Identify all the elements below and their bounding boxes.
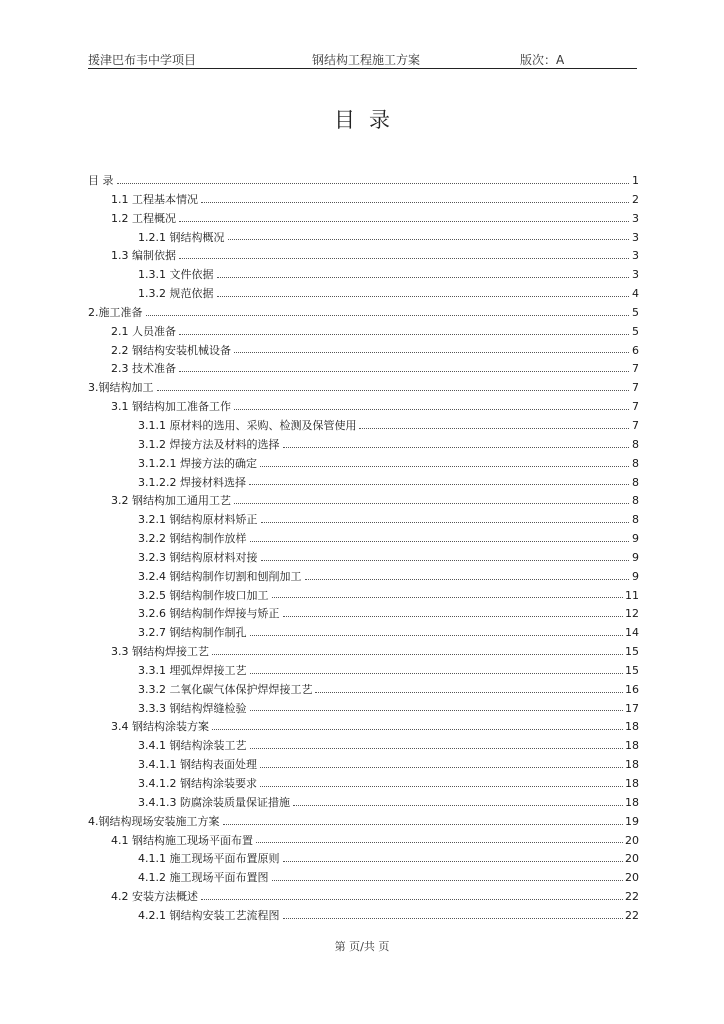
toc-entry[interactable] <box>88 474 639 493</box>
toc-entry[interactable] <box>88 191 639 210</box>
toc-entry-label: 1.2 工程概况 <box>111 211 176 225</box>
toc-entry[interactable] <box>88 210 639 229</box>
toc-entry-page-number: 5 <box>632 305 639 319</box>
toc-entry-label: 3.3.2 二氧化碳气体保护焊焊接工艺 <box>138 682 313 696</box>
toc-entry-page-number: 14 <box>625 626 639 640</box>
toc-entry[interactable] <box>88 794 639 813</box>
toc-entry-page-number: 4 <box>632 287 639 301</box>
toc-entry-page-number: 9 <box>632 550 639 564</box>
toc-entry-label: 3.4.1.1 钢结构表面处理 <box>138 758 257 772</box>
toc-leader-dots <box>272 880 624 881</box>
toc-entry-page-number: 7 <box>632 381 639 395</box>
toc-entry-page-number: 9 <box>632 532 639 546</box>
header-revision: 版次：A <box>520 53 565 67</box>
toc-entry-page-number: 7 <box>632 400 639 414</box>
toc-entry-label: 1.2.1 钢结构概况 <box>138 230 225 244</box>
toc-entry[interactable] <box>88 511 639 530</box>
toc-leader-dots <box>146 315 630 316</box>
toc-entry[interactable] <box>88 907 639 926</box>
toc-entry-label: 4.2.1 钢结构安装工艺流程图 <box>138 908 280 922</box>
toc-entry-page-number: 8 <box>632 475 639 489</box>
toc-entry[interactable] <box>88 417 639 436</box>
toc-entry[interactable] <box>88 832 639 851</box>
toc-entry-page-number: 8 <box>632 494 639 508</box>
toc-entry-label: 3.钢结构加工 <box>88 381 154 395</box>
toc-entry-page-number: 7 <box>632 362 639 376</box>
toc-entry-page-number: 7 <box>632 418 639 432</box>
toc-entry-page-number: 18 <box>625 758 639 772</box>
toc-entry-page-number: 8 <box>632 437 639 451</box>
toc-leader-dots <box>261 560 630 561</box>
toc-entry-label: 3.1.2 焊接方法及材料的选择 <box>138 437 280 451</box>
toc-entry[interactable] <box>88 360 639 379</box>
toc-entry[interactable] <box>88 869 639 888</box>
toc-leader-dots <box>250 541 630 542</box>
toc-leader-dots <box>179 371 629 372</box>
toc-entry[interactable] <box>88 172 639 191</box>
toc-leader-dots <box>260 786 623 787</box>
toc-leader-dots <box>234 409 629 410</box>
toc-entry-label: 1.3 编制依据 <box>111 249 176 263</box>
toc-leader-dots <box>260 466 629 467</box>
toc-leader-dots <box>217 296 630 297</box>
toc-entry-label: 3.1.1 原材料的选用、采购、检测及保管使用 <box>138 418 357 432</box>
toc-entry-page-number: 3 <box>632 211 639 225</box>
toc-entry[interactable] <box>88 342 639 361</box>
toc-entry-label: 目 录 <box>88 174 114 187</box>
toc-entry[interactable] <box>88 737 639 756</box>
toc-entry-label: 4.1.2 施工现场平面布置图 <box>138 871 269 885</box>
toc-entry[interactable] <box>88 436 639 455</box>
toc-leader-dots <box>201 202 629 203</box>
toc-entry[interactable] <box>88 624 639 643</box>
toc-entry-label: 3.2.2 钢结构制作放样 <box>138 532 247 546</box>
toc-entry-label: 3.2.5 钢结构制作坡口加工 <box>138 588 269 602</box>
toc-entry[interactable] <box>88 455 639 474</box>
toc-leader-dots <box>250 748 624 749</box>
toc-entry-page-number: 8 <box>632 513 639 527</box>
toc-entry-label: 3.3.1 埋弧焊焊接工艺 <box>138 663 247 677</box>
toc-entry[interactable] <box>88 323 639 342</box>
toc-leader-dots <box>260 767 623 768</box>
toc-leader-dots <box>179 221 629 222</box>
toc-entry-label: 1.3.1 文件依据 <box>138 268 214 282</box>
toc-entry-label: 3.3 钢结构焊接工艺 <box>111 645 209 659</box>
toc-leader-dots <box>201 899 623 900</box>
toc-leader-dots <box>293 805 623 806</box>
toc-entry-label: 3.2.7 钢结构制作制孔 <box>138 626 247 640</box>
toc-entry-page-number: 18 <box>625 795 639 809</box>
toc-entry-page-number: 16 <box>625 682 639 696</box>
toc-leader-dots <box>283 447 630 448</box>
toc-entry-label: 3.4.1 钢结构涂装工艺 <box>138 739 247 753</box>
toc-entry-label: 1.3.2 规范依据 <box>138 287 214 301</box>
toc-entry-page-number: 15 <box>625 663 639 677</box>
toc-entry-label: 3.4.1.3 防腐涂装质量保证措施 <box>138 795 290 809</box>
toc-leader-dots <box>283 616 624 617</box>
toc-entry[interactable] <box>88 379 639 398</box>
toc-entry-page-number: 22 <box>625 908 639 922</box>
toc-entry[interactable] <box>88 587 639 606</box>
toc-entry-page-number: 3 <box>632 268 639 282</box>
toc-entry-page-number: 11 <box>625 588 639 602</box>
page-title: 目录 <box>334 108 404 132</box>
toc-leader-dots <box>261 522 630 523</box>
toc-entry[interactable] <box>88 813 639 832</box>
toc-entry-page-number: 1 <box>632 174 639 187</box>
toc-entry[interactable] <box>88 266 639 285</box>
toc-entry[interactable] <box>88 492 639 511</box>
toc-leader-dots <box>256 842 623 843</box>
toc-entry-label: 3.3.3 钢结构焊缝检验 <box>138 701 247 715</box>
toc-entry[interactable] <box>88 285 639 304</box>
toc-entry-label: 4.2 安装方法概述 <box>111 890 198 904</box>
toc-entry-page-number: 6 <box>632 343 639 357</box>
toc-entry-page-number: 20 <box>625 871 639 885</box>
toc-entry[interactable] <box>88 850 639 869</box>
toc-entry-label: 3.1.2.1 焊接方法的确定 <box>138 456 257 470</box>
toc-leader-dots <box>223 824 624 825</box>
toc-leader-dots <box>212 654 623 655</box>
toc-entry-page-number: 12 <box>625 607 639 621</box>
toc-leader-dots <box>117 183 630 184</box>
toc-entry-page-number: 18 <box>625 739 639 753</box>
toc-entry-label: 3.4 钢结构涂装方案 <box>111 720 209 734</box>
toc-leader-dots <box>217 277 630 278</box>
toc-leader-dots <box>283 861 624 862</box>
toc-entry-page-number: 20 <box>625 833 639 847</box>
toc-entry[interactable] <box>88 888 639 907</box>
toc-entry[interactable] <box>88 681 639 700</box>
toc-leader-dots <box>212 729 623 730</box>
page-footer: 第 页/共 页 <box>334 940 390 953</box>
toc-leader-dots <box>359 428 629 429</box>
toc-entry-page-number: 22 <box>625 890 639 904</box>
toc-entry-page-number: 9 <box>632 569 639 583</box>
toc-leader-dots <box>272 597 624 598</box>
toc-entry-page-number: 18 <box>625 777 639 790</box>
toc-entry-label: 3.2.1 钢结构原材料矫正 <box>138 513 258 527</box>
toc-leader-dots <box>179 258 629 259</box>
toc-entry[interactable] <box>88 568 639 587</box>
toc-entry[interactable] <box>88 605 639 624</box>
toc-entry-label: 3.2.6 钢结构制作焊接与矫正 <box>138 607 280 621</box>
toc-entry[interactable] <box>88 662 639 681</box>
table-of-contents <box>88 172 639 926</box>
toc-entry[interactable] <box>88 718 639 737</box>
toc-entry-page-number: 17 <box>625 701 639 715</box>
toc-leader-dots <box>250 710 624 711</box>
toc-leader-dots <box>234 503 629 504</box>
toc-entry-label: 4.钢结构现场安装施工方案 <box>88 814 220 828</box>
toc-leader-dots <box>249 484 629 485</box>
toc-leader-dots <box>179 334 629 335</box>
toc-entry-page-number: 3 <box>632 249 639 263</box>
toc-entry-label: 4.1.1 施工现场平面布置原则 <box>138 852 280 866</box>
page-header <box>88 50 637 69</box>
toc-entry[interactable] <box>88 530 639 549</box>
toc-entry[interactable] <box>88 398 639 417</box>
toc-entry[interactable] <box>88 700 639 719</box>
header-project-name: 援津巴布韦中学项目 <box>88 53 197 67</box>
toc-entry[interactable] <box>88 549 639 568</box>
toc-entry-page-number: 8 <box>632 456 639 470</box>
toc-entry-page-number: 19 <box>625 814 639 828</box>
toc-entry[interactable] <box>88 643 639 662</box>
toc-leader-dots <box>283 918 624 919</box>
toc-entry-label: 3.1.2.2 焊接材料选择 <box>138 475 246 489</box>
header-document-title: 钢结构工程施工方案 <box>312 53 421 67</box>
toc-entry[interactable] <box>88 775 639 794</box>
toc-entry-page-number: 20 <box>625 852 639 866</box>
toc-entry-label: 3.2.3 钢结构原材料对接 <box>138 550 258 564</box>
toc-entry-label: 4.1 钢结构施工现场平面布置 <box>111 833 253 847</box>
toc-entry-label: 1.1 工程基本情况 <box>111 192 198 206</box>
toc-entry-label: 3.2.4 钢结构制作切割和刨削加工 <box>138 569 302 583</box>
toc-entry[interactable] <box>88 247 639 266</box>
toc-entry-label: 2.1 人员准备 <box>111 324 176 338</box>
toc-entry-label: 3.2 钢结构加工通用工艺 <box>111 494 231 508</box>
toc-entry-label: 2.2 钢结构安装机械设备 <box>111 343 231 357</box>
toc-entry-label: 3.1 钢结构加工准备工作 <box>111 400 231 414</box>
toc-entry-page-number: 3 <box>632 230 639 244</box>
toc-entry-page-number: 15 <box>625 645 639 659</box>
toc-entry-label: 2.3 技术准备 <box>111 362 176 376</box>
toc-entry-page-number: 5 <box>632 324 639 338</box>
toc-entry[interactable] <box>88 304 639 323</box>
toc-entry[interactable] <box>88 756 639 775</box>
toc-entry-label: 3.4.1.2 钢结构涂装要求 <box>138 777 257 790</box>
toc-leader-dots <box>250 673 624 674</box>
toc-leader-dots <box>305 579 630 580</box>
toc-leader-dots <box>315 692 623 693</box>
toc-entry-label: 2.施工准备 <box>88 305 143 319</box>
toc-leader-dots <box>250 635 624 636</box>
toc-leader-dots <box>234 352 629 353</box>
toc-leader-dots <box>228 239 630 240</box>
toc-entry[interactable] <box>88 229 639 248</box>
toc-entry-page-number: 18 <box>625 720 639 734</box>
toc-leader-dots <box>157 390 630 391</box>
toc-entry-page-number: 2 <box>632 192 639 206</box>
